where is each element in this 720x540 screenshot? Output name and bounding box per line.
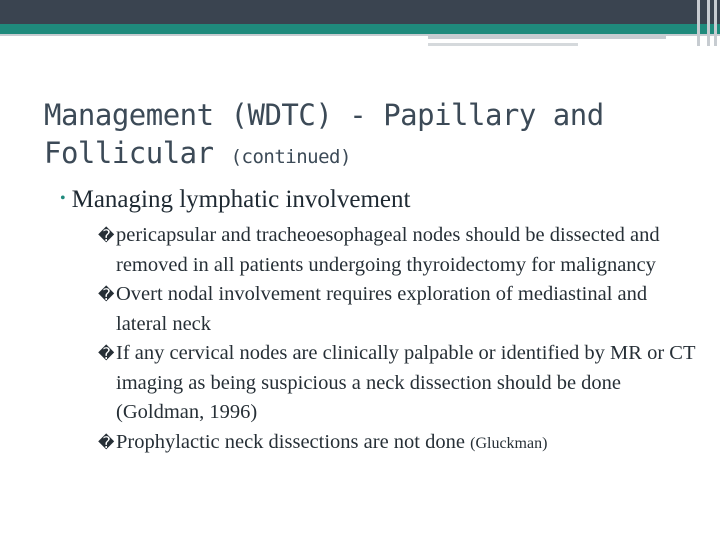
slide-title-sub: (continued): [230, 146, 351, 168]
slide-title-main: Management (WDTC) - Papillary and Follicular: [44, 98, 604, 170]
list-item-text: Prophylactic neck dissections are not done: [116, 430, 465, 453]
bullet-icon: •: [60, 190, 66, 207]
header-light-line-short: [428, 36, 666, 39]
header-accent-bar: [0, 24, 720, 34]
missing-glyph-icon: �: [98, 226, 115, 245]
main-bullet-text: Managing lymphatic involvement: [71, 186, 411, 213]
header-vertical-line: [697, 0, 700, 46]
list-item: [98, 280, 698, 339]
list-item: [98, 339, 698, 428]
list-item-text: Overt nodal involvement requires exploration of mediastinal and lateral neck: [116, 283, 648, 335]
missing-glyph-icon: �: [98, 344, 115, 363]
sub-bullet-list: [98, 221, 698, 458]
citation: (Gluckman): [470, 434, 548, 452]
missing-glyph-icon: �: [98, 432, 115, 452]
main-bullet: [60, 182, 700, 217]
header-dark-bar: [0, 0, 720, 24]
list-item-text: pericapsular and tracheoesophageal nodes should be dissected and removed in all patients undergoing thyroidectomy for malignancy: [116, 224, 660, 276]
header-vertical-line: [707, 0, 710, 46]
list-item: [98, 428, 698, 459]
list-item: [98, 221, 698, 280]
header-light-line-shorter: [428, 43, 578, 46]
missing-glyph-icon: �: [98, 285, 115, 304]
list-item-text: If any cervical nodes are clinically palpable or identified by MR or CT imaging as being suspicious a neck dissection should be done (Goldman, 1996): [116, 342, 696, 423]
slide-title: [44, 96, 684, 176]
header-vertical-line: [714, 0, 717, 46]
